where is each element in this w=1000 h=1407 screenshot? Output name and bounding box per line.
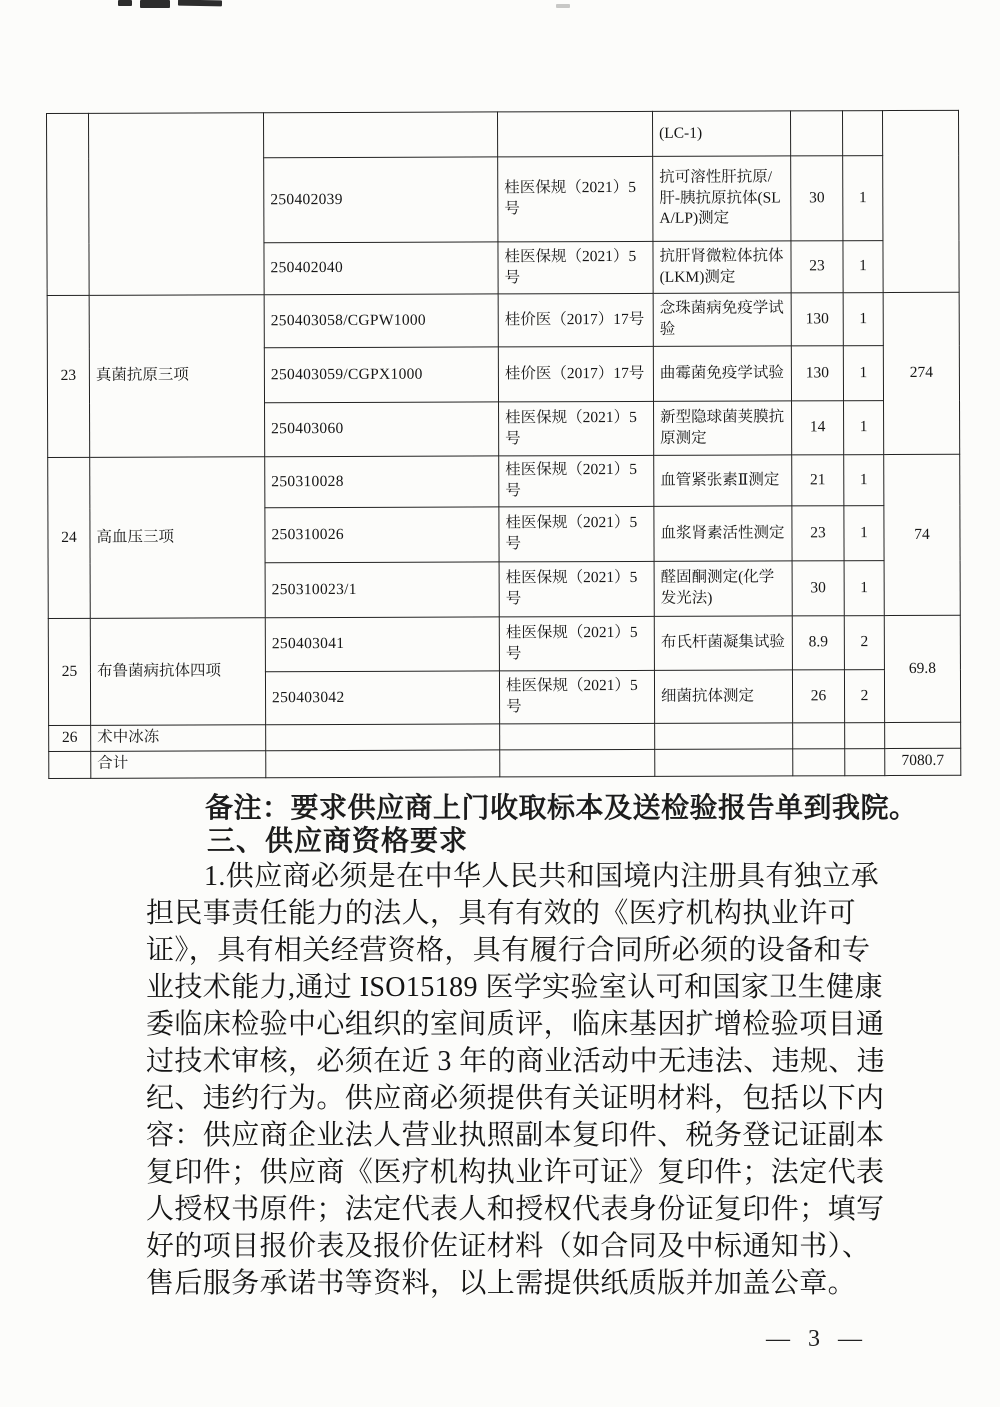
- price-cell: 8.9: [792, 616, 844, 670]
- price-cell: [793, 749, 845, 776]
- price-cell: 130: [791, 293, 843, 346]
- test-cell: [655, 723, 793, 749]
- qty-cell: 1: [843, 241, 883, 293]
- basis-cell: 桂价医（2017）17号: [498, 346, 653, 402]
- paragraph-line: 纪、违约行为。供应商必须提供有关证明材料，包括以下内: [146, 1083, 885, 1114]
- basis-cell: [497, 111, 652, 157]
- table-row: [48, 454, 960, 508]
- qty-cell: 2: [844, 670, 884, 723]
- total-label-cell: 合计: [91, 751, 266, 779]
- qty-cell: 2: [844, 616, 884, 670]
- paragraph-line: 人授权书原件；法定代表人和授权代表身份证复印件；填写: [146, 1194, 885, 1225]
- scan-artifact: [140, 0, 170, 8]
- code-cell: 250403060: [265, 402, 499, 457]
- qty-cell: 1: [844, 561, 884, 616]
- basis-cell: 桂医保规（2021）5号: [498, 241, 653, 294]
- seq-cell: [47, 113, 90, 295]
- qty-cell: 1: [843, 293, 883, 346]
- test-cell: 念珠菌病免疫学试验: [653, 293, 791, 346]
- basis-cell: 桂医保规（2021）5号: [499, 455, 654, 507]
- qty-cell: 1: [843, 156, 883, 241]
- test-cell: 醛固酮测定(化学发光法): [654, 561, 792, 616]
- fee-table: [46, 110, 961, 779]
- price-cell: 23: [792, 506, 844, 561]
- table-row-total: [49, 748, 961, 778]
- seq-cell: 23: [47, 295, 90, 457]
- basis-cell: [500, 749, 655, 777]
- total-cell: 274: [883, 292, 960, 454]
- basis-cell: 桂医保规（2021）5号: [499, 401, 654, 456]
- paragraph-line: 售后服务承诺书等资料，以上需提供纸质版并加盖公章。: [146, 1268, 857, 1299]
- seq-cell: 24: [48, 457, 91, 618]
- seq-cell: 26: [49, 725, 91, 751]
- qty-cell: 1: [844, 401, 884, 455]
- test-cell: 血浆肾素活性测定: [654, 506, 792, 561]
- qty-cell: [842, 111, 882, 156]
- table-row: [47, 292, 959, 348]
- basis-cell: 桂医保规（2021）5号: [499, 506, 654, 562]
- paragraph-line: 业技术能力,通过 ISO15189 医学实验室认可和国家卫生健康: [146, 972, 883, 1003]
- basis-cell: 桂医保规（2021）5号: [498, 156, 653, 242]
- code-cell: 250402039: [264, 157, 498, 243]
- paragraph-line: 担民事责任能力的法人，具有有效的《医疗机构执业许可: [146, 898, 857, 929]
- test-cell: 抗肝肾微粒体抗体(LKM)测定: [653, 241, 791, 293]
- scan-artifact: [178, 0, 222, 6]
- note-line: 备注：要求供应商上门收取标本及送检验报告单到我院。: [205, 793, 918, 824]
- test-cell: 细菌抗体测定: [654, 670, 792, 723]
- basis-cell: [500, 723, 655, 749]
- seq-cell: [49, 751, 91, 778]
- basis-cell: 桂医保规（2021）5号: [499, 561, 654, 617]
- name-cell: 术中冰冻: [91, 725, 266, 752]
- code-cell: [266, 724, 500, 751]
- paragraph-line: 委临床检验中心组织的室间质评，临床基因扩增检验项目通: [146, 1009, 885, 1040]
- total-cell: [882, 110, 959, 292]
- name-cell: 高血压三项: [90, 457, 266, 619]
- code-cell: 250402040: [264, 242, 498, 295]
- price-cell: 23: [791, 241, 843, 293]
- test-cell: [655, 749, 793, 776]
- test-cell: 抗可溶性肝抗原/肝-胰抗原抗体(SLA/LP)测定: [653, 156, 791, 241]
- code-cell: 250310028: [265, 456, 499, 508]
- name-cell: [89, 113, 265, 296]
- code-cell: 250403059/CGPX1000: [264, 347, 498, 403]
- name-cell: 真菌抗原三项: [89, 295, 265, 458]
- paragraph-line: 过技术审核，必须在近 3 年的商业活动中无违法、违规、违: [146, 1046, 886, 1077]
- qty-cell: 1: [843, 346, 883, 401]
- total-cell: 69.8: [884, 615, 960, 722]
- page-number: — 3 —: [766, 1326, 868, 1352]
- code-cell: 250310026: [265, 507, 499, 563]
- code-cell: 250403058/CGPW1000: [264, 294, 498, 348]
- price-cell: 26: [792, 670, 844, 723]
- grand-total-cell: 7080.7: [885, 748, 961, 775]
- price-cell: 130: [791, 346, 843, 401]
- price-cell: 30: [791, 156, 843, 241]
- table-row: [47, 110, 959, 158]
- section-heading: 三、供应商资格要求: [207, 825, 469, 856]
- basis-cell: 桂价医（2017）17号: [498, 293, 653, 347]
- paragraph-line: 复印件；供应商《医疗机构执业许可证》复印件；法定代表: [146, 1157, 885, 1188]
- table-row: [49, 722, 961, 751]
- code-cell: [266, 750, 500, 778]
- test-cell: (LC-1): [652, 111, 790, 156]
- total-cell: 74: [884, 454, 961, 615]
- paragraph-line: 容：供应商企业法人营业执照副本复印件、税务登记证副本: [146, 1120, 885, 1151]
- table-row: [48, 615, 960, 672]
- test-cell: 曲霉菌免疫学试验: [653, 346, 791, 401]
- test-cell: 血管紧张素Ⅱ测定: [654, 455, 792, 506]
- paragraph-line: 好的项目报价表及报价佐证材料（如合同及中标通知书）、: [146, 1231, 871, 1262]
- code-cell: 250403041: [265, 617, 499, 672]
- price-cell: [790, 111, 842, 156]
- code-cell: 250403042: [265, 671, 499, 725]
- seq-cell: 25: [48, 618, 90, 725]
- code-cell: [264, 112, 498, 158]
- code-cell: 250310023/1: [265, 562, 499, 618]
- paragraph-line: 证》，具有相关经营资格，具有履行合同所必须的设备和专: [146, 935, 871, 966]
- qty-cell: [845, 723, 885, 749]
- qty-cell: 1: [844, 506, 884, 561]
- basis-cell: 桂医保规（2021）5号: [499, 616, 654, 671]
- test-cell: 新型隐球菌荚膜抗原测定: [654, 401, 792, 455]
- test-cell: 布氏杆菌凝集试验: [654, 616, 792, 670]
- scan-artifact: [118, 0, 132, 6]
- total-cell: [885, 722, 961, 748]
- scan-artifact: [556, 4, 570, 8]
- paragraph-line: 1.供应商必须是在中华人民共和国境内注册具有独立承: [204, 861, 880, 892]
- price-cell: [793, 723, 845, 749]
- price-cell: 21: [792, 455, 844, 506]
- name-cell: 布鲁菌病抗体四项: [90, 618, 265, 726]
- supplier-qualification-paragraph: [146, 858, 886, 1302]
- price-cell: 14: [792, 401, 844, 455]
- qty-cell: [845, 748, 885, 775]
- basis-cell: 桂医保规（2021）5号: [499, 670, 654, 724]
- qty-cell: 1: [844, 455, 884, 506]
- price-cell: 30: [792, 561, 844, 616]
